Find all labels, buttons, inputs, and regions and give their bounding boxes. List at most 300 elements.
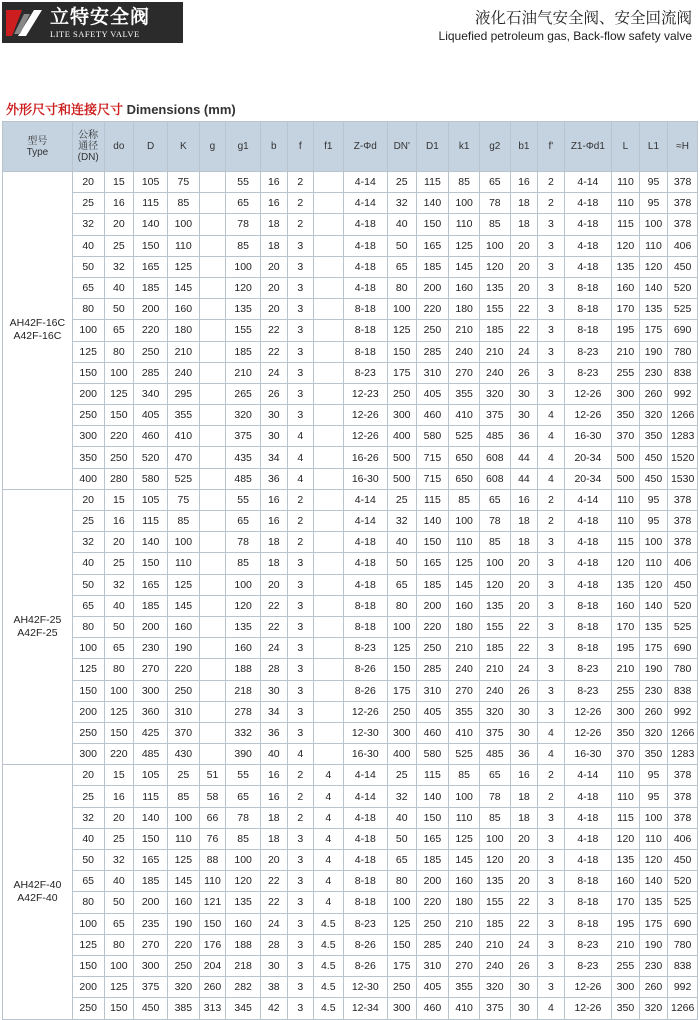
table-cell: 350 [612,722,640,743]
table-cell: 8-18 [343,616,387,637]
table-cell: 260 [639,701,668,722]
table-cell: 4-18 [343,235,387,256]
table-cell: 4 [538,447,564,468]
table-cell: 992 [668,701,698,722]
table-cell: 121 [199,892,225,913]
table-cell: 4-18 [343,828,387,849]
table-cell: 300 [612,701,640,722]
table-cell: 3 [287,871,313,892]
table-cell: 3 [287,320,313,341]
table-cell: 185 [479,320,510,341]
table-cell: 1266 [668,405,698,426]
table-cell: 4-14 [343,172,387,193]
table-cell: 80 [104,341,134,362]
table-cell: 200 [72,977,104,998]
product-title-cn: 液化石油气安全阀、安全回流阀 [474,9,692,27]
table-cell: 30 [510,977,538,998]
table-cell: 65 [104,913,134,934]
table-cell: 350 [612,405,640,426]
table-cell: 3 [287,256,313,277]
table-cell: 175 [639,913,668,934]
table-cell: 135 [226,299,261,320]
table-cell: 80 [387,871,416,892]
column-header: D1 [416,122,449,172]
table-cell: 85 [168,786,200,807]
table-cell: 78 [226,532,261,553]
table-cell: 18 [261,235,287,256]
column-header: f' [538,122,564,172]
table-cell: 4 [538,722,564,743]
table-cell: 140 [416,193,449,214]
table-cell: 378 [668,214,698,235]
table-cell: 120 [479,574,510,595]
table-cell: 3 [538,341,564,362]
table-cell: 520 [668,595,698,616]
table-cell: 20-34 [564,447,612,468]
table-row [3,172,698,193]
table-cell: 22 [510,616,538,637]
table-row [3,955,698,976]
table-cell: 25 [387,489,416,510]
table-cell: 115 [612,532,640,553]
table-cell: 26 [510,680,538,701]
table-cell [313,405,343,426]
table-cell: 250 [168,680,200,701]
table-cell: 200 [416,595,449,616]
table-cell: 310 [416,362,449,383]
table-cell: 320 [479,977,510,998]
table-cell: 165 [416,553,449,574]
table-cell: 100 [387,299,416,320]
table-cell: 125 [72,934,104,955]
table-cell: 110 [639,553,668,574]
table-cell: 400 [387,744,416,765]
table-cell: 2 [287,214,313,235]
table-cell: 75 [168,489,200,510]
section-title [6,99,236,118]
table-cell: 8-23 [564,934,612,955]
table-cell: 285 [134,362,168,383]
table-cell: 485 [479,426,510,447]
column-header: 公称 通径 (DN) [72,122,104,172]
table-cell: 520 [134,447,168,468]
table-cell: 780 [668,934,698,955]
table-cell: 18 [261,553,287,574]
table-cell: 410 [449,405,480,426]
table-cell [313,426,343,447]
table-row [3,405,698,426]
table-cell: 160 [168,616,200,637]
table-cell: 180 [449,892,480,913]
table-cell: 3 [287,659,313,680]
table-cell: 500 [387,468,416,489]
table-cell: 125 [104,977,134,998]
column-header: g2 [479,122,510,172]
table-cell: 145 [449,850,480,871]
table-cell: 400 [72,468,104,489]
table-cell: 36 [510,426,538,447]
table-cell: 15 [104,765,134,786]
table-cell: 160 [612,871,640,892]
table-cell: 355 [449,383,480,404]
table-row [3,341,698,362]
table-cell: 8-18 [564,299,612,320]
table-cell: 310 [416,955,449,976]
table-cell: 240 [479,680,510,701]
table-cell: 78 [226,214,261,235]
table-cell: 20 [510,828,538,849]
table-cell: 3 [287,722,313,743]
table-cell [313,362,343,383]
table-cell: 188 [226,659,261,680]
table-cell: 80 [387,595,416,616]
table-cell: 65 [226,786,261,807]
table-cell: 40 [72,828,104,849]
table-cell: 300 [387,405,416,426]
table-cell: 375 [479,998,510,1019]
table-cell [199,532,225,553]
table-cell: 110 [168,553,200,574]
table-cell: 3 [538,977,564,998]
table-row [3,532,698,553]
table-cell: 220 [104,744,134,765]
table-row [3,892,698,913]
table-cell: 125 [449,235,480,256]
table-cell: 282 [226,977,261,998]
table-cell: 80 [104,934,134,955]
table-cell: 50 [104,616,134,637]
table-cell: 170 [612,616,640,637]
table-cell: 160 [612,277,640,298]
table-cell: 175 [639,320,668,341]
table-cell: 450 [134,998,168,1019]
table-cell: 150 [134,235,168,256]
table-cell: 1520 [668,447,698,468]
table-cell: 140 [639,595,668,616]
table-cell: 30 [261,426,287,447]
table-cell: 690 [668,913,698,934]
table-cell: 1266 [668,722,698,743]
table-cell: 3 [287,850,313,871]
table-cell: 65 [387,256,416,277]
table-cell: 85 [449,489,480,510]
table-cell: 190 [168,913,200,934]
table-cell: 4 [313,892,343,913]
table-cell: 2 [287,765,313,786]
table-cell: 150 [72,680,104,701]
table-cell: 160 [612,595,640,616]
table-cell: 300 [612,977,640,998]
table-cell: 22 [510,638,538,659]
table-cell: 16 [261,172,287,193]
table-row [3,871,698,892]
table-cell: 3 [538,680,564,701]
table-cell: 378 [668,532,698,553]
table-cell: 12-30 [343,722,387,743]
table-cell: 520 [668,277,698,298]
table-cell: 135 [479,871,510,892]
table-cell: 135 [639,892,668,913]
table-cell: 375 [226,426,261,447]
table-cell: 210 [449,638,480,659]
table-cell: 4-18 [564,511,612,532]
table-cell [199,701,225,722]
table-cell: 36 [510,744,538,765]
table-row [3,701,698,722]
table-cell: 55 [226,172,261,193]
table-cell: 3 [287,998,313,1019]
table-cell: 32 [387,193,416,214]
column-header: DN' [387,122,416,172]
table-cell: 350 [612,998,640,1019]
table-cell: 3 [287,680,313,701]
table-cell: 100 [226,574,261,595]
table-cell: 2 [287,807,313,828]
table-cell: 210 [479,934,510,955]
table-cell: 2 [287,532,313,553]
table-cell: 120 [479,256,510,277]
table-cell: 28 [261,934,287,955]
table-cell: 8-18 [564,320,612,341]
table-cell: 85 [168,193,200,214]
table-cell: 24 [510,341,538,362]
table-cell: 140 [639,871,668,892]
table-cell: 250 [72,722,104,743]
table-cell: 260 [639,977,668,998]
table-cell: 65 [226,511,261,532]
table-cell: 16 [261,193,287,214]
table-cell: 50 [387,828,416,849]
table-cell: 105 [134,489,168,510]
table-row [3,383,698,404]
section-title-cn: 外形尺寸和连接尺寸 [6,102,124,117]
table-cell: 200 [416,871,449,892]
table-cell: 100 [226,850,261,871]
table-cell: 4-18 [564,235,612,256]
table-cell: 300 [134,680,168,701]
table-cell: 76 [199,828,225,849]
table-cell: 80 [104,659,134,680]
table-cell: 2 [538,786,564,807]
table-cell: 20 [510,850,538,871]
table-cell: 110 [449,214,480,235]
table-cell [199,489,225,510]
table-cell: 260 [199,977,225,998]
column-header: b1 [510,122,538,172]
table-cell: 580 [416,426,449,447]
table-cell: 20 [104,807,134,828]
table-cell: 30 [510,722,538,743]
table-cell: 15 [104,489,134,510]
table-cell: 100 [72,913,104,934]
table-row [3,426,698,447]
table-cell: 2 [287,511,313,532]
table-cell: 3 [287,341,313,362]
table-cell: 20 [510,277,538,298]
table-cell [313,468,343,489]
table-cell: 110 [449,532,480,553]
table-cell: 135 [612,256,640,277]
table-cell: 110 [612,193,640,214]
table-cell: 4-14 [564,765,612,786]
table-cell: 425 [134,722,168,743]
table-cell: 345 [226,998,261,1019]
table-cell: 4 [287,447,313,468]
table-cell: 780 [668,659,698,680]
table-cell: 1530 [668,468,698,489]
table-row [3,553,698,574]
table-cell: 210 [226,362,261,383]
table-cell [313,256,343,277]
table-cell: 120 [479,850,510,871]
table-cell: 500 [612,468,640,489]
table-cell: 32 [104,850,134,871]
table-cell: 3 [538,299,564,320]
table-cell: 18 [510,193,538,214]
table-cell: 8-18 [564,277,612,298]
table-cell: 20 [261,850,287,871]
table-cell: 140 [134,214,168,235]
table-cell: 220 [416,299,449,320]
table-cell: 24 [510,934,538,955]
table-cell: 410 [449,722,480,743]
table-cell [313,574,343,595]
table-cell: 85 [168,511,200,532]
table-cell: 8-23 [564,955,612,976]
table-cell: 4-18 [564,786,612,807]
table-cell: 210 [449,320,480,341]
table-row [3,235,698,256]
table-cell: 250 [416,320,449,341]
table-cell: 20 [72,489,104,510]
column-header: do [104,122,134,172]
table-cell: 51 [199,765,225,786]
table-cell [199,638,225,659]
table-cell: 18 [261,532,287,553]
table-cell: 8-23 [343,638,387,659]
table-cell: 16 [510,172,538,193]
table-cell [313,172,343,193]
table-cell: 3 [538,701,564,722]
table-cell: 115 [612,214,640,235]
table-cell: 355 [449,977,480,998]
column-header: 型号 Type [3,122,73,172]
table-cell [313,235,343,256]
table-cell: 165 [134,850,168,871]
table-cell: 155 [479,892,510,913]
table-cell: 100 [226,256,261,277]
table-cell: 8-23 [343,362,387,383]
type-cell: AH42F-25 A42F-25 [3,489,73,764]
table-cell: 135 [479,595,510,616]
table-cell: 8-18 [564,616,612,637]
table-cell [199,299,225,320]
table-cell: 378 [668,807,698,828]
table-cell: 378 [668,193,698,214]
table-cell [313,595,343,616]
table-cell: 405 [416,701,449,722]
table-cell: 240 [449,341,480,362]
table-cell: 95 [639,193,668,214]
table-cell: 355 [168,405,200,426]
table-cell: 165 [134,256,168,277]
column-header: K [168,122,200,172]
table-cell: 105 [134,172,168,193]
table-cell: 4-14 [343,786,387,807]
table-cell: 25 [387,765,416,786]
table-cell: 3 [287,235,313,256]
table-cell: 3 [538,595,564,616]
table-cell: 185 [416,574,449,595]
table-cell: 4-18 [343,850,387,871]
table-cell: 4 [313,871,343,892]
table-cell: 120 [639,574,668,595]
table-cell: 300 [612,383,640,404]
table-cell: 25 [168,765,200,786]
table-cell: 3 [538,828,564,849]
table-cell: 460 [416,722,449,743]
table-cell: 22 [261,871,287,892]
table-cell: 378 [668,765,698,786]
table-cell: 1283 [668,426,698,447]
table-cell: 80 [72,892,104,913]
table-cell: 100 [449,193,480,214]
table-cell: 3 [287,574,313,595]
table-cell: 310 [416,680,449,701]
table-cell: 32 [72,532,104,553]
table-cell: 30 [510,383,538,404]
table-cell: 3 [287,362,313,383]
table-cell: 385 [168,998,200,1019]
table-cell: 690 [668,320,698,341]
table-cell: 410 [168,426,200,447]
table-cell: 135 [226,616,261,637]
table-cell: 250 [416,913,449,934]
table-cell: 85 [479,532,510,553]
table-cell: 100 [104,680,134,701]
table-cell: 313 [199,998,225,1019]
table-cell: 20-34 [564,468,612,489]
table-cell: 40 [72,235,104,256]
table-row [3,193,698,214]
table-cell: 1283 [668,744,698,765]
table-cell: 250 [72,998,104,1019]
table-cell: 2 [287,489,313,510]
table-cell: 34 [261,701,287,722]
table-cell: 8-18 [343,871,387,892]
table-cell: 450 [668,256,698,277]
table-cell: 3 [538,362,564,383]
table-cell: 95 [639,172,668,193]
table-cell: 16 [104,786,134,807]
table-cell: 80 [72,299,104,320]
table-cell: 20 [104,532,134,553]
table-cell: 195 [612,913,640,934]
table-cell: 3 [287,828,313,849]
table-cell: 20 [510,574,538,595]
table-cell: 200 [72,383,104,404]
table-cell: 16 [510,765,538,786]
table-cell: 220 [168,659,200,680]
table-cell: 780 [668,341,698,362]
table-cell: 250 [387,383,416,404]
table-cell: 300 [72,426,104,447]
table-cell: 210 [479,341,510,362]
table-cell: 65 [387,850,416,871]
table-cell: 40 [387,214,416,235]
table-cell: 110 [168,235,200,256]
table-cell: 100 [479,553,510,574]
